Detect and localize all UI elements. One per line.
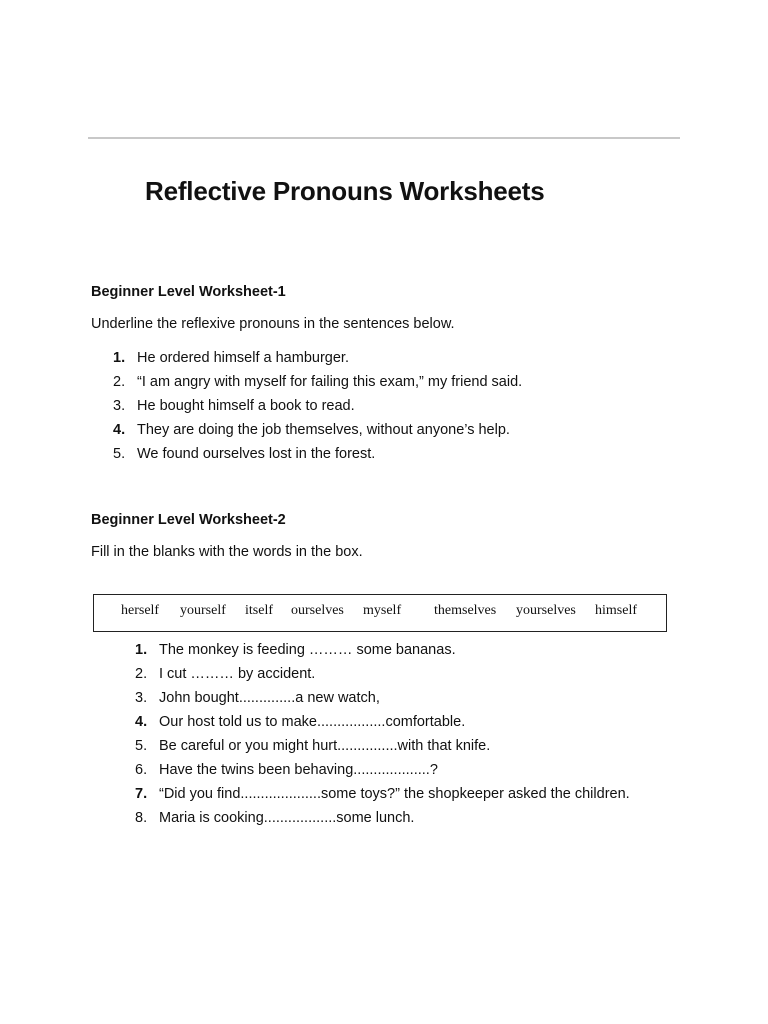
top-divider <box>88 137 680 139</box>
worksheet-1-list <box>113 346 522 466</box>
worksheet-2-list <box>135 638 635 830</box>
list-item: 1. He ordered himself a hamburger. <box>113 350 349 366</box>
list-item: 6. Have the twins been behaving...................? <box>135 762 438 778</box>
list-item: 5. We found ourselves lost in the forest. <box>113 446 376 462</box>
worksheet-2-instruction: Fill in the blanks with the words in the box. <box>91 544 363 560</box>
page-title: Reflective Pronouns Worksheets <box>145 176 545 206</box>
list-item: 3. He bought himself a book to read. <box>113 398 355 414</box>
word-box-word: myself <box>363 603 402 618</box>
list-item: 8. Maria is cooking..................some lunch. <box>135 810 415 826</box>
list-item: 4. Our host told us to make.................comfortable. <box>135 714 466 730</box>
list-item: 1. The monkey is feeding ……… some bananas. <box>135 642 456 658</box>
word-box-word: yourselves <box>516 603 576 618</box>
worksheet-1-instruction: Underline the reflexive pronouns in the sentences below. <box>91 316 455 332</box>
list-item: 3. John bought..............a new watch, <box>135 690 380 706</box>
list-item: 5. Be careful or you might hurt...............with that knife. <box>135 738 491 754</box>
list-item: 2. I cut ……… by accident. <box>135 666 316 682</box>
list-item: 7. “Did you find....................some toys?” the shopkeeper asked the children. <box>135 786 630 802</box>
list-item: 4. They are doing the job themselves, without anyone’s help. <box>113 422 510 438</box>
word-box-word: himself <box>595 603 637 618</box>
worksheet-2-heading: Beginner Level Worksheet-2 <box>91 512 286 528</box>
word-box-word: yourself <box>180 603 226 618</box>
word-box-word: ourselves <box>291 603 344 618</box>
worksheet-1-heading: Beginner Level Worksheet-1 <box>91 284 286 300</box>
word-box-word: themselves <box>434 603 497 618</box>
word-box-word: herself <box>121 603 160 618</box>
word-box <box>93 594 667 632</box>
word-box-word: itself <box>245 603 273 618</box>
list-item: 2. “I am angry with myself for failing this exam,” my friend said. <box>113 374 523 390</box>
